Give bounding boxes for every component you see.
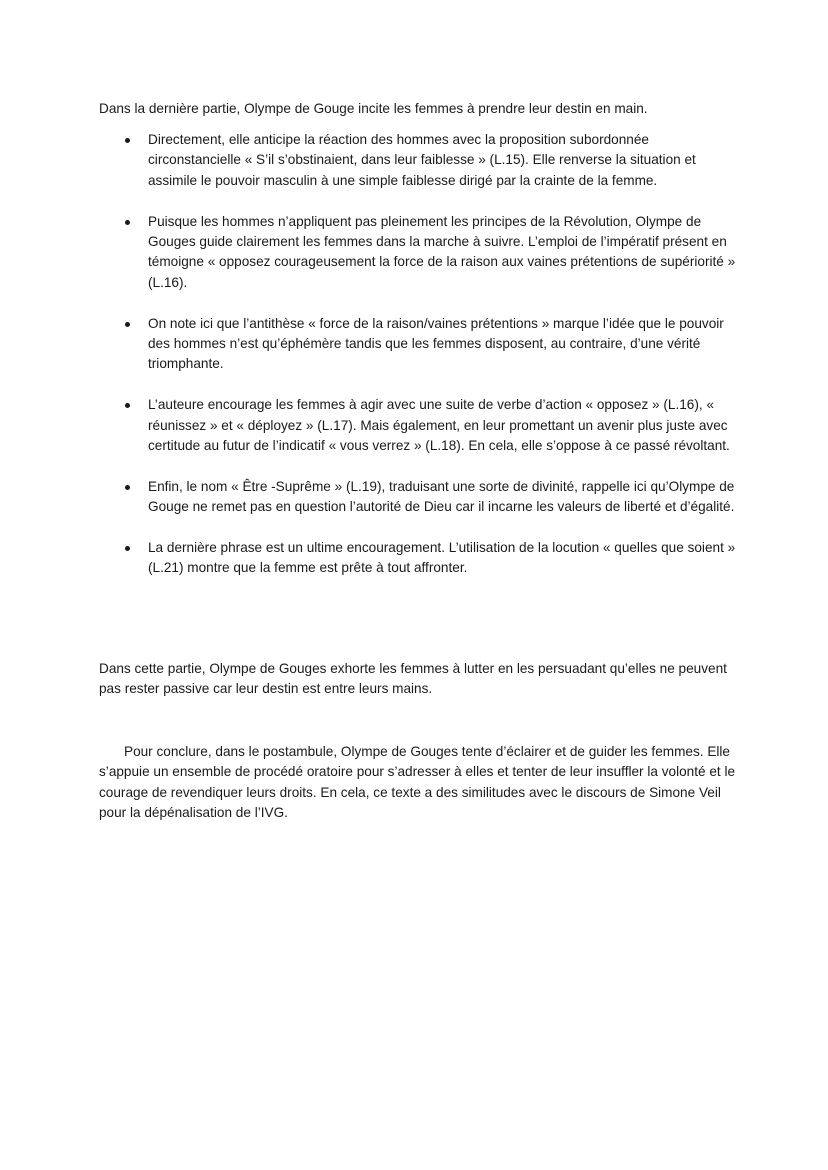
list-item <box>99 538 739 579</box>
bullet-text: Directement, elle anticipe la réaction des hommes avec la proposition subordonnée circonstancielle « S’il s’obstinaient, dans leur faiblesse » (L.15). Elle renverse la situation et assimile le pouvoir masculin à une simple faiblesse dirigé par la crainte de la femme. <box>148 132 696 188</box>
bullet-text: On note ici que l’antithèse « force de la raison/vaines prétentions » marque l’idée que le pouvoir des hommes n’est qu’éphémère tandis que les femmes disposent, au contraire, d’une vérité triomphante. <box>148 315 724 372</box>
summary-paragraph: Dans cette partie, Olympe de Gouges exhorte les femmes à lutter en les persuadant qu’elles ne peuvent pas rester passive car leur destin est entre leurs mains. <box>99 661 727 697</box>
analysis-bullet-list <box>99 130 739 599</box>
bullet-icon <box>125 485 130 490</box>
bullet-text: Puisque les hommes n’appliquent pas pleinement les principes de la Révolution, Olympe de Gouges guide clairement les femmes dans la marche à suivre. L’emploi de l’impératif présent en témoigne « opposez courageusement la force de la raison aux vaines prétentions de supériorité » (L.16). <box>148 213 736 290</box>
bullet-text: Enfin, le nom « Être -Suprême » (L.19), traduisant une sorte de divinité, rappelle ici qu’Olympe de Gouge ne remet pas en question l’autorité de Dieu car il incarne les valeurs de liberté et d’égalité. <box>148 478 735 515</box>
conclusion-paragraph: Pour conclure, dans le postambule, Olympe de Gouges tente d’éclairer et de guider les femmes. Elle s’appuie un ensemble de procédé oratoire pour s’adresser à elles et tenter de leur insuffler la volonté et le courage de revendiquer leurs droits. En cela, ce texte a des similitudes avec le discours de Simone Veil pour la dépénalisation de l’IVG. <box>99 744 736 821</box>
intro-paragraph: Dans la dernière partie, Olympe de Gouge incite les femmes à prendre leur destin en main. <box>99 101 648 116</box>
list-item <box>99 314 739 375</box>
bullet-icon <box>125 138 130 143</box>
list-item <box>99 212 739 294</box>
list-item <box>99 395 739 456</box>
bullet-icon <box>125 220 130 225</box>
list-item <box>99 130 739 191</box>
bullet-icon <box>125 322 130 327</box>
bullet-icon <box>125 546 130 551</box>
bullet-text: L’auteure encourage les femmes à agir avec une suite de verbe d’action « opposez » (L.16), « réunissez » et « déployez » (L.17). Mais également, en leur promettant un avenir plus juste avec certitude au futur de l’indicatif « vous verrez » (L.18). En cela, elle s’oppose à ce passé révoltant. <box>148 397 730 454</box>
bullet-icon <box>125 403 130 408</box>
bullet-text: La dernière phrase est un ultime encouragement. L’utilisation de la locution « quelles que soient » (L.21) montre que la femme est prête à tout affronter. <box>148 540 736 576</box>
list-item <box>99 477 739 518</box>
